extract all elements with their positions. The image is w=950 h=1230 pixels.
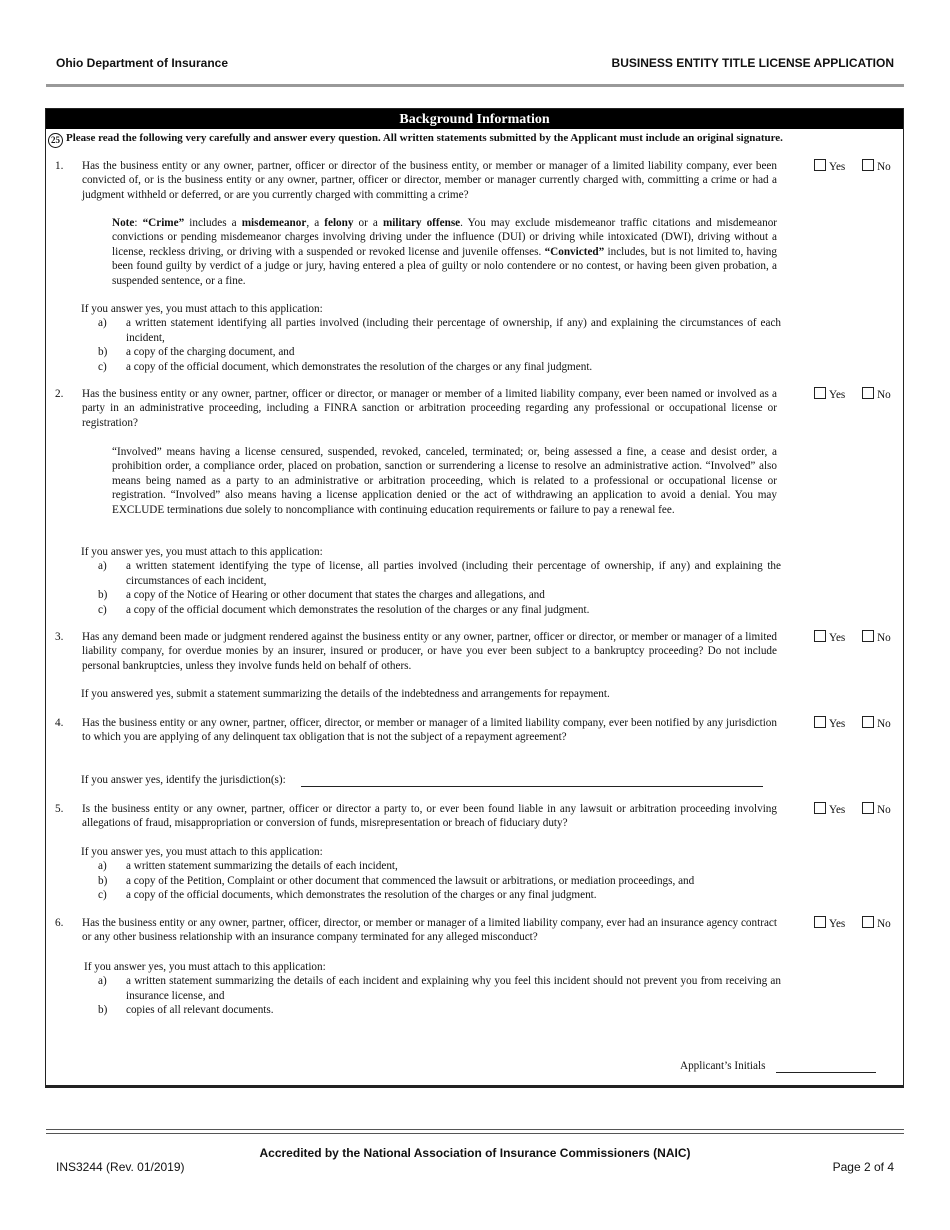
yes-option[interactable] — [814, 918, 845, 930]
item-text: a written statement summarizing the details of each incident, — [126, 860, 398, 873]
followup-instruction: If you answered yes, submit a statement summarizing the details of the indebtedness and arrangements for repayment. — [81, 688, 610, 700]
yes-checkbox[interactable] — [814, 716, 826, 728]
yes-no-group — [814, 387, 891, 402]
section-title: Background Information — [46, 109, 903, 129]
yes-no-group — [814, 802, 891, 817]
term-misdemeanor: misdemeanor — [241, 217, 307, 229]
list-item — [81, 859, 781, 873]
yes-no-group — [814, 159, 891, 174]
agency-name: Ohio Department of Insurance — [56, 56, 229, 70]
item-label: a) — [98, 860, 107, 873]
no-checkbox[interactable] — [862, 802, 874, 814]
no-checkbox[interactable] — [862, 716, 874, 728]
jurisdiction-label: If you answer yes, identify the jurisdiction(s): — [81, 774, 286, 786]
item-label: b) — [98, 874, 108, 887]
no-option[interactable] — [862, 804, 891, 816]
item-text: a copy of the official document, which demonstrates the resolution of the charges or any final judgment. — [126, 360, 593, 373]
yes-option[interactable] — [814, 389, 845, 401]
attachment-requirements — [84, 960, 781, 1018]
list-item — [81, 316, 781, 345]
yes-no-group — [814, 716, 891, 731]
form-number: INS3244 (Rev. 01/2019) — [56, 1160, 185, 1174]
yes-label: Yes — [829, 389, 846, 401]
item-text: a copy of the Petition, Complaint or other document that commenced the lawsuit or arbitrations, or mediation proceedings, and — [126, 874, 695, 887]
no-checkbox[interactable] — [862, 630, 874, 642]
item-text: a copy of the official documents, which demonstrates the resolution of the charges or any final judgment. — [126, 889, 597, 902]
no-checkbox[interactable] — [862, 916, 874, 928]
involved-note: “Involved” means having a license censured, suspended, revoked, canceled, terminated; or, being assessed a fine, a cease and desist order, a prohibition order, a compliance order, placed on probation, sanction or surrendering a license to resolve an administrative action. “Involved” also means being named as a party to an administrative or arbitration proceeding, which is related to a professional or occupational license or registration. “Involved” also means having a license application denied or the act of withdrawing an application to avoid a denial. You may EXCLUDE terminations due solely to noncompliance with continuing education requirements or failure to pay a renewal fee. — [112, 446, 777, 516]
note-text: or a — [353, 217, 383, 229]
item-text: a written statement identifying all parties involved (including their percentage of ownership, if any) and explaining the circumstances of each incident, — [126, 317, 781, 344]
no-option[interactable] — [862, 161, 891, 173]
item-label: b) — [98, 1004, 108, 1017]
item-label: c) — [98, 603, 107, 616]
item-label: b) — [98, 589, 108, 602]
list-item — [81, 888, 781, 902]
yes-no-group — [814, 916, 891, 931]
no-checkbox[interactable] — [862, 159, 874, 171]
no-option[interactable] — [862, 632, 891, 644]
yes-option[interactable] — [814, 161, 845, 173]
question-number: 2. — [55, 388, 64, 400]
item-label: c) — [98, 889, 107, 902]
attach-intro: If you answer yes, you must attach to this application: — [84, 961, 326, 973]
item-label: a) — [98, 560, 107, 573]
yes-checkbox[interactable] — [814, 387, 826, 399]
no-label: No — [877, 918, 891, 930]
note-label: Note — [112, 217, 135, 229]
section-number-badge: 25 — [48, 133, 63, 148]
no-label: No — [877, 161, 891, 173]
yes-checkbox[interactable] — [814, 802, 826, 814]
initials-label: Applicant’s Initials — [680, 1060, 766, 1072]
background-information-section — [45, 108, 904, 1088]
question-number: 5. — [55, 803, 64, 815]
jurisdiction-row — [81, 773, 841, 787]
note-text: includes a — [184, 217, 242, 229]
no-option[interactable] — [862, 918, 891, 930]
attach-intro: If you answer yes, you must attach to this application: — [81, 303, 323, 315]
initials-input[interactable] — [776, 1061, 876, 1073]
question-text: Has any demand been made or judgment rendered against the business entity or any owner, partner, officer or director, or member or manager of a limited liability company, for overdue monies by an insurer, insured or producer, or have you ever been subject to a bankruptcy proceeding? Do not include personal bankruptcies, unless they involve funds held on behalf of others. — [82, 631, 777, 672]
list-item — [81, 360, 781, 374]
list-item — [81, 559, 781, 588]
item-text: a written statement summarizing the details of each incident and explaining why you feel this incident should not prevent you from receiving an insurance license, and — [126, 975, 781, 1002]
yes-option[interactable] — [814, 804, 845, 816]
yes-label: Yes — [829, 918, 846, 930]
list-item — [84, 974, 781, 1003]
section-instructions — [48, 131, 898, 148]
note-text: : — [134, 217, 143, 229]
yes-option[interactable] — [814, 632, 845, 644]
attach-intro: If you answer yes, you must attach to this application: — [81, 846, 323, 858]
question-text: Has the business entity or any owner, partner, officer, director, or member or manager of a limited liability company, ever had an insurance agency contract or any other business relationship with an insurance company terminated for any alleged misconduct? — [82, 917, 777, 944]
attachment-requirements — [81, 302, 781, 374]
no-label: No — [877, 389, 891, 401]
question-text: Has the business entity or any owner, partner, officer or director of the business entity, or member or manager of a limited liability company, ever been convicted of, or is the business entity or any owner, partner, officer or director, member or manager currently charged with, committing a crime or had a judgment withheld or deferred, or are you currently charged with committing a crime? — [82, 160, 777, 201]
term-felony: felony — [324, 217, 354, 229]
yes-checkbox[interactable] — [814, 916, 826, 928]
note-text: . You may exclude misdemeanor traffic citations and misdemeanor convictions or pending misdemeanor charges involving driving under the influence (DUI) or driving while intoxicated (DWI), driving without a license, reckless driving, or driving with a suspended or revoked license and juvenile offenses. — [112, 217, 778, 258]
attach-intro: If you answer yes, you must attach to this application: — [81, 546, 323, 558]
question-number: 4. — [55, 717, 64, 729]
instructions-text: Please read the following very carefully and answer every question. All written statements submitted by the Applicant must include an original signature. — [66, 132, 783, 144]
no-option[interactable] — [862, 389, 891, 401]
list-item — [81, 588, 781, 602]
item-label: a) — [98, 975, 107, 988]
item-label: a) — [98, 317, 107, 330]
list-item — [84, 1003, 781, 1017]
crime-note — [112, 216, 777, 288]
list-item — [81, 345, 781, 359]
item-label: c) — [98, 360, 107, 373]
list-item — [81, 603, 781, 617]
page-number: Page 2 of 4 — [832, 1160, 894, 1174]
item-label: b) — [98, 346, 108, 359]
list-item — [81, 874, 781, 888]
term-crime: “Crime” — [142, 217, 185, 229]
yes-checkbox[interactable] — [814, 159, 826, 171]
yes-checkbox[interactable] — [814, 630, 826, 642]
accreditation-statement: Accredited by the National Association of Insurance Commissioners (NAIC) — [259, 1146, 691, 1160]
term-military-offense: military offense — [382, 217, 461, 229]
yes-label: Yes — [829, 804, 846, 816]
item-text: a copy of the official document which demonstrates the resolution of the charges or any final judgment. — [126, 603, 590, 616]
footer-divider — [46, 1129, 904, 1134]
question-text: Has the business entity or any owner, partner, officer or director, or manager or member of a limited liability company, ever been named or involved as a party in an administrative proceeding, including a FINRA sanction or arbitration proceeding regarding any professional or occupational license or registration? — [82, 388, 777, 429]
header-divider — [46, 84, 904, 87]
form-title: BUSINESS ENTITY TITLE LICENSE APPLICATION — [611, 56, 894, 70]
note-text: , a — [306, 217, 325, 229]
item-text: a written statement identifying the type of license, all parties involved (including their percentage of ownership, if any) and explaining the circumstances of each incident, — [126, 560, 781, 587]
question-number: 6. — [55, 917, 64, 929]
attachment-requirements — [81, 845, 781, 903]
no-label: No — [877, 718, 891, 730]
question-number: 3. — [55, 631, 64, 643]
no-checkbox[interactable] — [862, 387, 874, 399]
no-label: No — [877, 804, 891, 816]
term-convicted: “Convicted” — [544, 245, 605, 258]
no-option[interactable] — [862, 718, 891, 730]
item-text: a copy of the charging document, and — [126, 346, 295, 359]
yes-option[interactable] — [814, 718, 845, 730]
attachment-requirements — [81, 545, 781, 617]
yes-no-group — [814, 630, 891, 645]
item-text: a copy of the Notice of Hearing or other document that states the charges and allegations, and — [126, 589, 545, 602]
jurisdiction-input[interactable] — [301, 775, 763, 787]
note-text: includes, but is not limited to, having been found guilty by verdict of a judge or jury, having entered a plea of guilty or nolo contendere or no contest, or having been given probation, a suspended sentence, or a fine. — [112, 245, 777, 287]
question-text: Has the business entity or any owner, partner, officer, director, or member or manager of a limited liability company, ever been notified by any jurisdiction to which you are applying of any delinquent tax obligation that is not the subject of a repayment agreement? — [82, 717, 777, 744]
yes-label: Yes — [829, 632, 846, 644]
question-text: Is the business entity or any owner, partner, officer or director a party to, or ever been found liable in any lawsuit or arbitration proceeding involving allegations of fraud, misappropriation or conversion of funds, misrepresentation or breach of fiduciary duty? — [82, 803, 777, 830]
question-number: 1. — [55, 160, 64, 172]
yes-label: Yes — [829, 161, 846, 173]
yes-label: Yes — [829, 718, 846, 730]
no-label: No — [877, 632, 891, 644]
applicant-initials-row — [680, 1059, 876, 1073]
item-text: copies of all relevant documents. — [126, 1004, 274, 1017]
